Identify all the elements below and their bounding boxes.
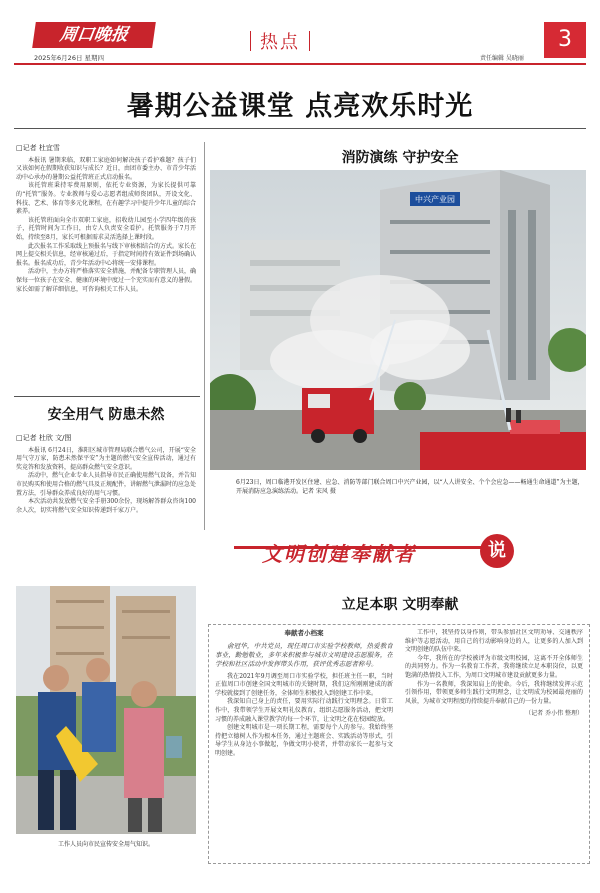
- paragraph: 今年，我所在的学校被评为市级文明校园，这离不开全体师生的共同努力。作为一名教育工作者，我将继续立足本职岗位，以更饱满的热情投入工作，为周口文明城市建设贡献更多力量。: [405, 654, 583, 679]
- column-banner: [234, 534, 552, 570]
- paragraph: 作为一名教师，我深知肩上的使命。今后，我将继续发挥示范引领作用，带领更多师生践行文明理念，让文明成为校园最亮丽的风景，为城市文明程度的持续提升奉献自己的一份力量。: [405, 680, 583, 705]
- article-summer-class: [16, 144, 196, 388]
- article-signoff: （记者 乔小伟 整理）: [525, 710, 583, 718]
- page-headline: 暑期公益课堂 点亮欢乐时光: [126, 91, 474, 122]
- subhead-fire-drill: 消防演练 守护安全: [341, 150, 459, 166]
- gas-safety-caption: 工作人员向市民宣传安全用气知识。: [57, 841, 154, 848]
- paragraph: 该托管班面向全市双职工家庭，招收幼儿园至小学四年级的孩子，托管时间为工作日，由专人负责安全看护。托管服务于7月开始，持续至8月，家长可根据需求灵活选择上课时段。: [16, 216, 196, 241]
- byline: □记者 杜宜雪: [16, 144, 60, 152]
- paragraph: 本次活动共发放燃气安全手册300余份，现场解答群众咨询100余人次，切实将燃气安全知识传递到千家万户。: [16, 498, 196, 514]
- section-rule: [14, 396, 200, 397]
- building-sign: 中兴产业园: [415, 195, 455, 204]
- paragraph: 本报讯 暑期来临，双职工家庭如何解决孩子看护难题？孩子们又该如何在假期收获知识与成长？近日，由团市委主办、市青少年活动中心承办的暑期公益托管班正式启动报名。: [16, 156, 196, 181]
- fire-drill-illustration: [210, 170, 586, 470]
- column-divider: [204, 142, 205, 530]
- paragraph: 我在2021年9月调至周口市实验学校，担任班主任一职，当时正值周口市创建全国文明城市的关键时期，我们这所刚刚建成的新学校就接到了创建任务，全体师生积极投入到创建工作中来。: [215, 672, 393, 697]
- subhead-gas-safety: 安全用气 防患未然: [47, 407, 165, 423]
- editor-credit: 责任编辑 吴晓丽: [480, 55, 524, 62]
- section-title: 热点: [260, 28, 300, 54]
- page-number: 3: [544, 22, 586, 58]
- article-column-left: [215, 629, 393, 859]
- paragraph: 创建文明城市是一项长期工程，需要每个人的参与。我始终坚持把立德树人作为根本任务，通过主题班会、实践活动等形式，引导学生从身边小事做起，争做文明小使者，并带动家长一起参与文明创建。: [215, 724, 393, 757]
- fire-drill-caption: 6月23日，周口临港开发区住建、应急、消防等部门联合周口中兴产业园，以“人人讲安全、个个会应急——畅通生命通道”为主题，开展消防应急演练活动。记者 宋风 摄: [236, 479, 584, 495]
- paragraph: 此次报名工作采取线上预报名与线下审核相结合的方式。家长在网上提交相关信息，经审核通过后，于指定时间持有效证件到场确认报名。报名成功后，青少年活动中心将统一安排课程。: [16, 242, 196, 267]
- gas-safety-illustration: [16, 586, 196, 834]
- paragraph: 本报讯 6月24日，淮阳区城市管理局联合燃气公司，开展“安全用气守万家，防患未然保平安”为主题的燃气安全宣传活动，通过有奖竞答和发放资料，提高群众燃气安全意识。: [16, 446, 196, 471]
- article-gas-safety: [16, 434, 196, 566]
- article-civilization-box: [208, 624, 590, 864]
- headline-rule: [14, 128, 586, 129]
- banner-badge: 说: [480, 534, 514, 568]
- profile-intro: 俞冠华，中共党员，现任周口市实验学校教师，热爱教育事业，勤勉敬业，多年来积极参与城市文明建设志愿服务，在学校和社区活动中发挥带头作用，获评优秀志愿者称号。: [215, 641, 393, 668]
- newspaper-logo: 周口晚报: [32, 22, 156, 48]
- subhead-civilization: 立足本职 文明奉献: [341, 597, 459, 613]
- fire-drill-photo: [210, 170, 586, 470]
- paragraph: 活动中，主办方将严格落实安全措施，并配备专职管理人员，确保每一位孩子在安全、健康的环境中度过一个充实而有意义的暑假。家长如需了解详细信息，可咨询相关工作人员。: [16, 268, 196, 293]
- masthead-rule: [14, 63, 586, 65]
- byline: □记者 杜欣 文/图: [16, 434, 72, 442]
- masthead: [14, 22, 586, 66]
- paragraph: 我深知自己身上的责任，要用实际行动践行文明理念。日常工作中，我带领学生开展文明礼仪教育，组织志愿服务活动，把文明习惯的养成融入课堂教学的每一个环节，让文明之花在校园绽放。: [215, 698, 393, 723]
- paragraph: 活动中，燃气企业专业人员指导市民正确使用燃气设备，并告知市民购买和使用合格的燃气具及正规配件，讲解燃气泄漏时的应急处置方法，引导群众养成良好的用气习惯。: [16, 472, 196, 497]
- paragraph: 工作中，我坚持以身作则，带头参加社区文明劝导、交通秩序维护等志愿活动，用自己的行动影响身边的人，让更多的人加入到文明创建的队伍中来。: [405, 629, 583, 654]
- issue-date: 2025年6月26日 星期四: [34, 54, 105, 62]
- article-column-right: [405, 629, 583, 859]
- banner-title: 文明创建奉献者: [262, 542, 416, 566]
- profile-title: 奉献者小档案: [284, 629, 324, 637]
- gas-safety-photo: [16, 586, 196, 834]
- paragraph: 该托管班秉持零费用原则，依托专业资源，为家长提供可靠的“托管”服务。专业教师与爱心志愿者组成师资团队，开设文化、科技、艺术、体育等多元化课程，在有趣学习中提升少年儿童的综合素养。: [16, 182, 196, 216]
